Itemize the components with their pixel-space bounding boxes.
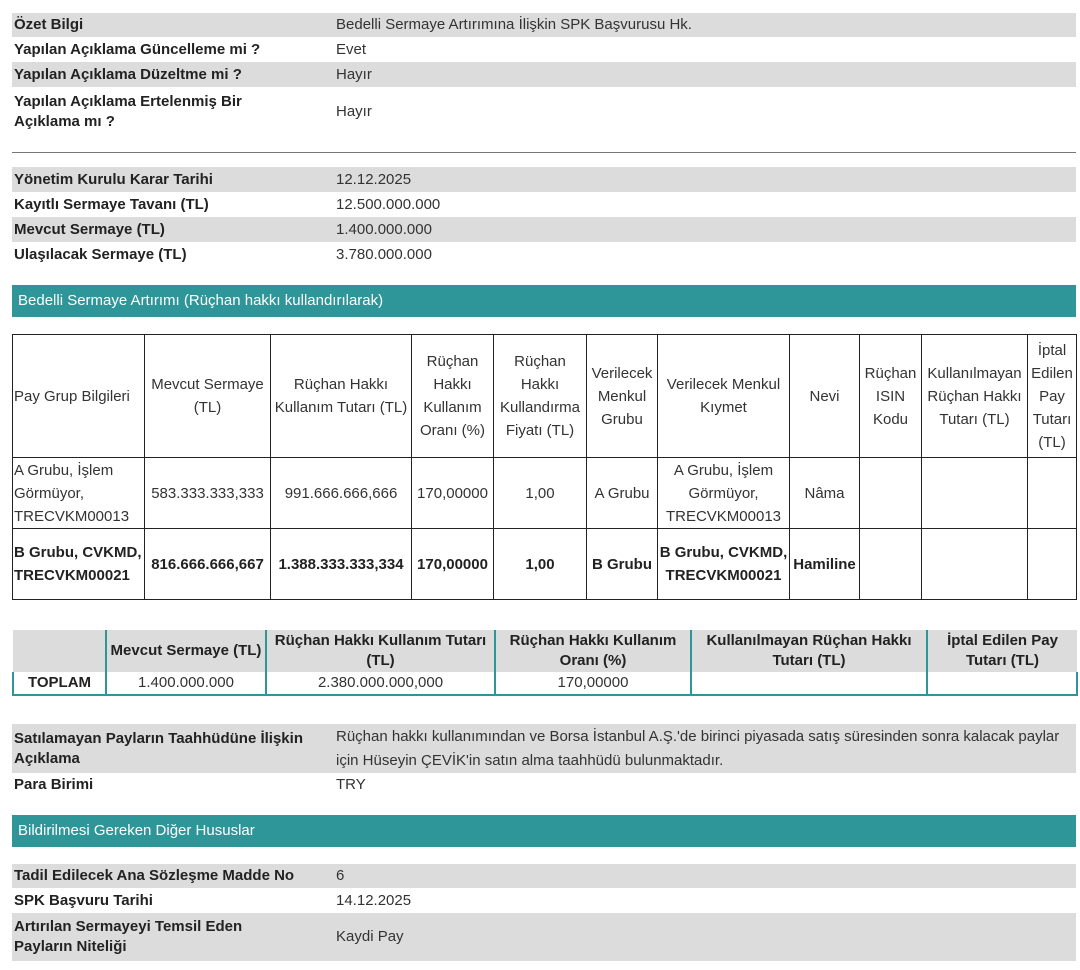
commitment-value: Rüçhan hakkı kullanımından ve Borsa İstanbul A.Ş.'de birinci piyasada satış süresinden sonra kalacak paylar için Hüseyin ÇEVİK'in satın alma taahhüdü bulunmaktadır.: [334, 724, 1076, 773]
summary-value: Bedelli Sermaye Artırımına İlişkin SPK Başvurusu Hk.: [334, 13, 1076, 37]
capital-row: [12, 167, 1076, 192]
totals-cell: 1.400.000.000: [106, 672, 266, 695]
grid-cell: 1.388.333.333,334: [271, 529, 412, 600]
grid-header: İptal Edilen Pay Tutarı (TL): [1028, 335, 1077, 458]
capital-label: Ulaşılacak Sermaye (TL): [14, 245, 187, 263]
grid-cell: A Grubu, İşlem Görmüyor, TRECVKM00013: [13, 458, 145, 529]
totals-row: [13, 672, 1077, 695]
summary-row: [12, 62, 1076, 87]
totals-header: Rüçhan Hakkı Kullanım Tutarı (TL): [266, 630, 495, 672]
grid-cell: 991.666.666,666: [271, 458, 412, 529]
summary-label: Yapılan Açıklama Güncelleme mi ?: [14, 40, 261, 58]
totals-header: Kullanılmayan Rüçhan Hakkı Tutarı (TL): [691, 630, 927, 672]
other-value: 14.12.2025: [336, 891, 412, 909]
totals-label: TOPLAM: [13, 672, 106, 695]
other-value: 6: [334, 864, 1076, 888]
grid-cell: [922, 529, 1028, 600]
grid-header: Kullanılmayan Rüçhan Hakkı Tutarı (TL): [922, 335, 1028, 458]
commitment-label: Para Birimi: [14, 776, 94, 793]
grid-cell: [1028, 529, 1077, 600]
grid-cell: 1,00: [494, 529, 587, 600]
grid-header: Rüçhan Hakkı Kullanım Oranı (%): [412, 335, 494, 458]
table-row: [13, 458, 1077, 529]
totals-header: Rüçhan Hakkı Kullanım Oranı (%): [495, 630, 691, 672]
grid-cell: Hamiline: [790, 529, 860, 600]
capital-row: [12, 242, 1076, 267]
pay-group-table: [12, 334, 1077, 600]
capital-row: [12, 192, 1076, 217]
grid-cell: B Grubu: [587, 529, 658, 600]
totals-header: Mevcut Sermaye (TL): [106, 630, 266, 672]
summary-table: [12, 13, 1076, 137]
capital-value: 1.400.000.000: [334, 217, 1076, 242]
capital-value: 12.500.000.000: [336, 195, 441, 213]
totals-cell: [927, 672, 1077, 695]
other-row: [12, 888, 1076, 913]
totals-header-row: [13, 630, 1077, 672]
grid-cell: A Grubu, İşlem Görmüyor, TRECVKM00013: [658, 458, 790, 529]
grid-cell: 583.333.333,333: [145, 458, 271, 529]
other-value: Kaydi Pay: [334, 913, 1076, 961]
totals-cell: 2.380.000.000,000: [266, 672, 495, 695]
summary-label: Özet Bilgi: [12, 13, 334, 37]
totals-header-blank: [13, 630, 106, 672]
capital-label: Yönetim Kurulu Karar Tarihi: [12, 167, 334, 192]
section-banner-other-matters: Bildirilmesi Gereken Diğer Hususlar: [12, 815, 1076, 847]
grid-cell: B Grubu, CVKMD, TRECVKM00021: [13, 529, 145, 600]
other-label: SPK Başvuru Tarihi: [14, 891, 153, 909]
divider: [12, 152, 1076, 153]
totals-cell: 170,00000: [495, 672, 691, 695]
other-label: Artırılan Sermayeyi Temsil Eden Payların Niteliği: [12, 913, 334, 961]
grid-cell: Nâma: [790, 458, 860, 529]
grid-header: Rüçhan ISIN Kodu: [860, 335, 922, 458]
grid-header: Verilecek Menkul Kıymet: [658, 335, 790, 458]
commitment-table: [12, 724, 1076, 797]
grid-cell: 1,00: [494, 458, 587, 529]
grid-header: Mevcut Sermaye (TL): [145, 335, 271, 458]
other-label: Tadil Edilecek Ana Sözleşme Madde No: [12, 864, 334, 888]
grid-cell: 816.666.666,667: [145, 529, 271, 600]
capital-label: Kayıtlı Sermaye Tavanı (TL): [14, 195, 209, 213]
other-table: [12, 864, 1076, 961]
summary-row: [12, 13, 1076, 37]
grid-header: Pay Grup Bilgileri: [13, 335, 145, 458]
commitment-value: TRY: [336, 776, 366, 793]
grid-cell: [922, 458, 1028, 529]
commitment-row: [12, 724, 1076, 773]
grid-cell: 170,00000: [412, 458, 494, 529]
summary-row: [12, 87, 1076, 137]
grid-cell: B Grubu, CVKMD, TRECVKM00021: [658, 529, 790, 600]
commitment-row: [12, 773, 1076, 797]
totals-header: İptal Edilen Pay Tutarı (TL): [927, 630, 1077, 672]
capital-label: Mevcut Sermaye (TL): [12, 217, 334, 242]
summary-value: Hayır: [334, 62, 1076, 87]
summary-row: [12, 37, 1076, 62]
summary-value: Hayır: [336, 103, 372, 120]
other-row: [12, 913, 1076, 961]
grid-cell: [860, 529, 922, 600]
summary-label: Yapılan Açıklama Düzeltme mi ?: [12, 62, 334, 87]
grid-header: Rüçhan Hakkı Kullanım Tutarı (TL): [271, 335, 412, 458]
section-banner-rights-issue: Bedelli Sermaye Artırımı (Rüçhan hakkı kullandırılarak): [12, 285, 1076, 317]
grid-cell: A Grubu: [587, 458, 658, 529]
capital-value: 12.12.2025: [334, 167, 1076, 192]
capital-row: [12, 217, 1076, 242]
summary-value: Evet: [336, 40, 367, 58]
summary-label: Yapılan Açıklama Ertelenmiş Bir Açıklama mı ?: [14, 93, 242, 130]
grid-header: Verilecek Menkul Grubu: [587, 335, 658, 458]
grid-header: Nevi: [790, 335, 860, 458]
capital-value: 3.780.000.000: [336, 245, 432, 263]
commitment-label: Satılamayan Payların Taahhüdüne İlişkin Açıklama: [12, 724, 334, 773]
table-row: [13, 529, 1077, 600]
other-row: [12, 864, 1076, 888]
grid-cell: [860, 458, 922, 529]
grid-header-row: [13, 335, 1077, 458]
grid-cell: 170,00000: [412, 529, 494, 600]
grid-header: Rüçhan Hakkı Kullandırma Fiyatı (TL): [494, 335, 587, 458]
totals-table: [12, 630, 1078, 696]
grid-cell: [1028, 458, 1077, 529]
capital-table: [12, 167, 1076, 267]
totals-cell: [691, 672, 927, 695]
